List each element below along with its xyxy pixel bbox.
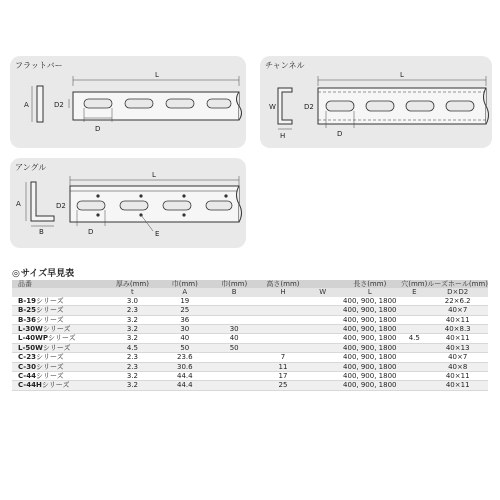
channel-title: チャンネル	[265, 61, 305, 70]
cell-w	[307, 315, 338, 324]
cell-l: 400, 900, 1800	[338, 372, 401, 381]
cell-t: 3.2	[105, 381, 160, 390]
cell-w	[307, 343, 338, 352]
cell-h	[259, 334, 307, 343]
column-header: 巾(mm)	[209, 280, 258, 288]
cell-l: 400, 900, 1800	[338, 297, 401, 306]
part-code: B-25	[18, 306, 36, 315]
cell-w	[307, 325, 338, 334]
cell-t: 3.2	[105, 325, 160, 334]
cell-l: 400, 900, 1800	[338, 315, 401, 324]
table-row	[12, 381, 488, 390]
part-code: L-30W	[18, 325, 43, 334]
channel-diagram	[260, 56, 492, 148]
cell-l: 400, 900, 1800	[338, 353, 401, 362]
part-series-suffix: シリーズ	[41, 381, 70, 390]
cell-e: 4.5	[401, 334, 427, 343]
cell-h: 25	[259, 381, 307, 390]
column-header	[307, 280, 338, 288]
part-series-suffix: シリーズ	[47, 334, 76, 343]
part-code: L-40WP	[18, 334, 48, 343]
cell-l: 400, 900, 1800	[338, 334, 401, 343]
cell-b	[209, 306, 258, 315]
table-body	[12, 297, 488, 391]
cell-h	[259, 306, 307, 315]
part-series-suffix: シリーズ	[35, 315, 64, 324]
cell-a: 30.6	[160, 362, 209, 371]
cell-t: 2.3	[105, 362, 160, 371]
flat-bar-label-d2: D2	[54, 101, 64, 109]
cell-t: 3.2	[105, 372, 160, 381]
channel-panel	[260, 56, 492, 148]
part-series-suffix: シリーズ	[35, 296, 64, 305]
cell-t: 3.2	[105, 334, 160, 343]
cell-b: 50	[209, 343, 258, 352]
column-subheader: E	[401, 288, 427, 296]
size-table	[12, 280, 488, 391]
angle-diagram	[10, 158, 246, 248]
cell-b	[209, 297, 258, 306]
cell-dd2: 40×8.3	[427, 325, 488, 334]
cell-dd2: 40×11	[427, 315, 488, 324]
cell-b	[209, 362, 258, 371]
cell-e	[401, 372, 427, 381]
channel-label-h: H	[280, 132, 286, 140]
cell-dd2: 40×13	[427, 343, 488, 352]
column-subheader: W	[307, 288, 338, 296]
cell-b	[209, 372, 258, 381]
channel-label-d2: D2	[304, 103, 314, 111]
cell-h: 11	[259, 362, 307, 371]
column-subheader: H	[259, 288, 307, 296]
part-series-suffix: シリーズ	[35, 353, 64, 362]
part-number-cell	[12, 381, 105, 390]
title-mark: ◎	[12, 269, 20, 279]
cell-w	[307, 362, 338, 371]
cell-l: 400, 900, 1800	[338, 362, 401, 371]
cell-t: 3.2	[105, 315, 160, 324]
cell-w	[307, 297, 338, 306]
cell-dd2: 40×7	[427, 306, 488, 315]
flat-bar-label-l: L	[155, 71, 159, 79]
cell-e	[401, 381, 427, 390]
table-row	[12, 325, 488, 334]
part-code: C-44H	[18, 381, 42, 390]
cell-e	[401, 325, 427, 334]
size-table-title	[12, 266, 74, 279]
cell-e	[401, 362, 427, 371]
angle-label-b: B	[39, 228, 44, 236]
cell-a: 40	[160, 334, 209, 343]
part-code: C-30	[18, 362, 36, 371]
column-header: 巾(mm)	[160, 280, 209, 288]
part-number-cell	[12, 297, 105, 306]
cell-dd2: 40×7	[427, 353, 488, 362]
cell-dd2: 40×11	[427, 381, 488, 390]
cell-l: 400, 900, 1800	[338, 306, 401, 315]
angle-panel	[10, 158, 246, 248]
part-number-cell	[12, 325, 105, 334]
column-header: ルーズホール(mm)	[427, 280, 488, 288]
cell-t: 3.0	[105, 297, 160, 306]
table-subheader-row	[12, 288, 488, 296]
cell-b	[209, 315, 258, 324]
cell-a: 23.6	[160, 353, 209, 362]
table-row	[12, 315, 488, 324]
cell-h	[259, 325, 307, 334]
cell-w	[307, 334, 338, 343]
column-subheader	[12, 288, 105, 296]
table-row	[12, 343, 488, 352]
cell-w	[307, 372, 338, 381]
cell-b	[209, 353, 258, 362]
table-row	[12, 334, 488, 343]
cell-l: 400, 900, 1800	[338, 325, 401, 334]
part-series-suffix: シリーズ	[42, 325, 71, 334]
cell-e	[401, 306, 427, 315]
cell-l: 400, 900, 1800	[338, 381, 401, 390]
column-subheader: D×D2	[427, 288, 488, 296]
cell-a: 19	[160, 297, 209, 306]
part-number-cell	[12, 372, 105, 381]
cell-b	[209, 381, 258, 390]
angle-label-e: E	[155, 230, 160, 238]
part-series-suffix: シリーズ	[35, 372, 64, 381]
cell-b: 30	[209, 325, 258, 334]
flat-bar-label-d: D	[95, 125, 101, 133]
flat-bar-panel	[10, 56, 246, 148]
cell-a: 30	[160, 325, 209, 334]
table-row	[12, 306, 488, 315]
table-header-row	[12, 280, 488, 288]
cell-l: 400, 900, 1800	[338, 343, 401, 352]
column-header: 長さ(mm)	[338, 280, 401, 288]
cell-a: 50	[160, 343, 209, 352]
flat-bar-label-a: A	[24, 101, 29, 109]
part-code: C-23	[18, 353, 36, 362]
part-number-cell	[12, 343, 105, 352]
angle-label-a: A	[16, 200, 21, 208]
cell-dd2: 40×11	[427, 372, 488, 381]
cell-e	[401, 315, 427, 324]
channel-label-l: L	[400, 71, 404, 79]
column-header: 厚み(mm)	[105, 280, 160, 288]
cell-a: 25	[160, 306, 209, 315]
cell-e	[401, 297, 427, 306]
cell-h	[259, 297, 307, 306]
cell-e	[401, 343, 427, 352]
part-code: B-19	[18, 296, 36, 305]
column-header: 高さ(mm)	[259, 280, 307, 288]
part-code: B-36	[18, 315, 36, 324]
cell-h: 17	[259, 372, 307, 381]
cell-t: 4.5	[105, 343, 160, 352]
part-code: L-50W	[18, 343, 43, 352]
cell-dd2: 40×8	[427, 362, 488, 371]
flat-bar-diagram	[10, 56, 246, 148]
part-series-suffix: シリーズ	[35, 306, 64, 315]
part-number-cell	[12, 315, 105, 324]
cell-t: 2.3	[105, 353, 160, 362]
cell-b: 40	[209, 334, 258, 343]
cell-w	[307, 306, 338, 315]
column-header: 穴(mm)	[401, 280, 428, 288]
cell-h: 7	[259, 353, 307, 362]
column-subheader: A	[160, 288, 209, 296]
column-subheader: t	[105, 288, 160, 296]
column-subheader: L	[338, 288, 401, 296]
table-row	[12, 362, 488, 371]
title-text: サイズ早見表	[20, 269, 75, 279]
angle-title: アングル	[15, 163, 47, 172]
column-subheader: B	[209, 288, 258, 296]
cell-w	[307, 353, 338, 362]
angle-label-d2: D2	[56, 202, 66, 210]
table-row	[12, 353, 488, 362]
channel-label-w: W	[269, 103, 276, 111]
cell-h	[259, 315, 307, 324]
flat-bar-title: フラットバー	[15, 61, 63, 70]
part-number-cell	[12, 362, 105, 371]
cell-e	[401, 353, 427, 362]
part-code: C-44	[18, 372, 36, 381]
column-header: 品番	[12, 280, 105, 288]
cell-t: 2.3	[105, 306, 160, 315]
cell-a: 36	[160, 315, 209, 324]
cell-a: 44.4	[160, 381, 209, 390]
part-number-cell	[12, 334, 105, 343]
angle-label-d: D	[88, 228, 94, 236]
cell-h	[259, 343, 307, 352]
angle-label-l: L	[152, 171, 156, 179]
cell-w	[307, 381, 338, 390]
part-number-cell	[12, 353, 105, 362]
part-number-cell	[12, 306, 105, 315]
table-row	[12, 372, 488, 381]
cell-dd2: 22×6.2	[427, 297, 488, 306]
cell-dd2: 40×11	[427, 334, 488, 343]
table-row	[12, 297, 488, 306]
cell-a: 44.4	[160, 372, 209, 381]
part-series-suffix: シリーズ	[42, 343, 71, 352]
channel-label-d: D	[337, 130, 343, 138]
part-series-suffix: シリーズ	[35, 362, 64, 371]
